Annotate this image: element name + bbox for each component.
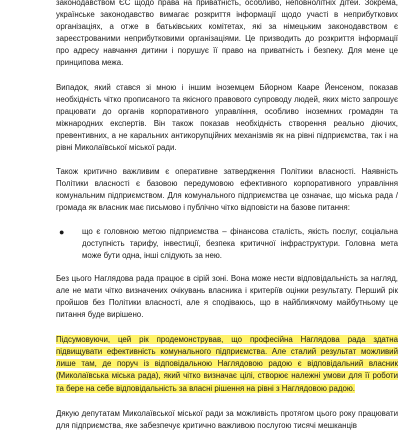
highlighted-text: Підсумовуючи, цей рік продемонстрував, що професійна Наглядова рада здатна підвищувати ефективність комунального підприємства. Але сталий результат можливий лише там, де поруч із відповідальною Наглядовою радою є відповідальний власник (Миколаївська міська рада), який чітко визначає цілі, створює належні умови для її роботи та бере на себе відповідальність за власні рішення на рівні з Наглядовою радою. <box>56 335 398 393</box>
bullet-icon: ● <box>59 226 65 237</box>
bullet-text: що є головною метою підприємства – фінансова сталість, якість послуг, соціальна доступність тарифу, інвестиції, безпека критичної інфраструктури. Головна мета може бути одна, інші слідують за нею. <box>82 226 398 260</box>
summary-paragraph <box>56 334 398 394</box>
ownership-policy-paragraph: Також критично важливим є оперативне затвердження Політики власності. Наявність Політики власності є базовою передумовою ефективного корпоративного управління комунальним підприємством. Для комунального підприємства це означає, що міська рада / громада як власник має письмово і публічно чітко відповісти на базове питання: <box>56 167 398 213</box>
list-item <box>56 226 398 262</box>
thanks-paragraph: Дякую депутатам Миколаївської міської ради за можливість протягом цього року працювати для підприємства, яке забезпечує критично важливою послугою тисячі мешканців <box>56 408 398 430</box>
bullet-list <box>56 226 398 262</box>
grey-zone-paragraph: Без цього Наглядова рада працює в сірій зоні. Вона може нести відповідальність за нагляд, але не мати чітко визначених очікувань власника і критеріїв оцінки результату. Перший рік пройшов без Політики власності, але я сподіваюсь, що в найближчому майбутньому це питання буде вирішено. <box>56 273 398 320</box>
intro-paragraph: законодавством ЄС щодо права на приватність, особливо, неповнолітніх дітей. Зокрема, українське законодавство вимагає розкриття інформації щодо участі в неприбуткових організаціях, а отже в батьківських комітетах, які за німецьким законодавством є зареєстрованими неприбутковими організаціями. Це призводить до розкриття інформації про адресу навчання дитини і порушує її право на приватність і безпеку. Для мене це принципова межа. <box>56 0 398 68</box>
incident-paragraph: Випадок, який стався зі мною і іншим іноземцем Бйорном Кааре Йенсеном, показав необхідність чітко прописаного та якісного правового супроводу людей, яких місто запрошує працювати до органів корпоративного управління, особливо іноземних громадян та міжнародних експертів. Він також показав необхідність створення реально діючих, превентивних, а не каральних антикорупційних механізмів як на рівні підприємства, так і на рівні Миколаївської міської ради. <box>56 82 398 153</box>
